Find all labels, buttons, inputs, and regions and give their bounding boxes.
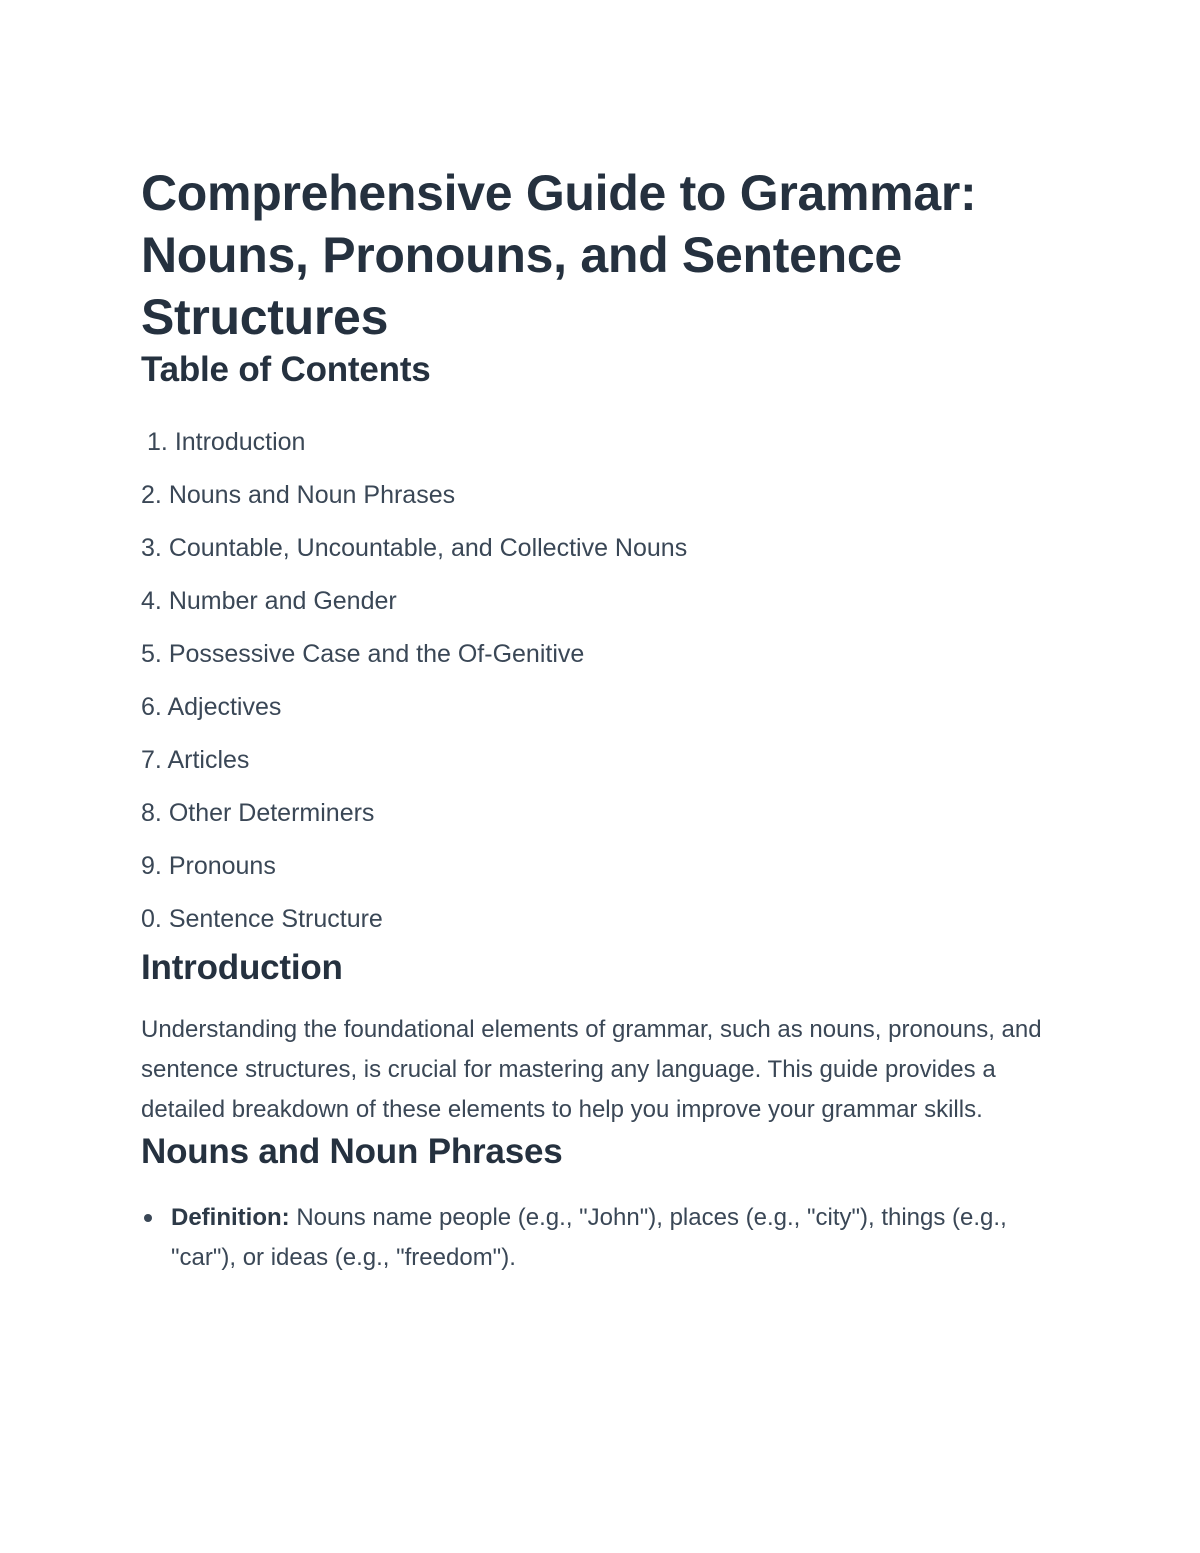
toc-item[interactable] [141,416,1051,469]
toc-item[interactable] [141,469,1051,522]
toc-item-number: 1. [147,428,168,456]
introduction-heading: Introduction [141,948,343,987]
toc-item-number: 3. [141,534,162,562]
toc-item[interactable] [141,840,1051,893]
toc-item[interactable] [141,628,1051,681]
toc-item[interactable] [141,575,1051,628]
toc-item[interactable] [141,893,1051,946]
toc-item[interactable] [141,734,1051,787]
toc-item-number: 2. [141,481,162,509]
toc-item-label: Pronouns [168,852,276,880]
toc-item-number: 7. [141,746,162,774]
bullet-icon [144,1214,152,1222]
toc-item-label: Countable, Uncountable, and Collective Nouns [168,534,688,562]
toc-item-number: 4. [141,587,162,615]
table-of-contents [141,416,1051,946]
toc-item[interactable] [141,522,1051,575]
introduction-paragraph: Understanding the foundational elements of grammar, such as nouns, pronouns, and sentence structures, is crucial for mastering any language. This guide provides a detailed breakdown of these elements to help you improve your grammar skills. [141,1016,1042,1123]
toc-item-number: 9. [141,852,162,880]
bullet-term: Definition: [171,1204,290,1231]
toc-item-label: Introduction [174,428,306,456]
toc-item-label: Sentence Structure [168,905,383,933]
toc-item-number: 6. [141,693,162,721]
document-page [141,162,1051,1278]
nouns-bullet-list [141,1198,1051,1278]
toc-item-number: 8. [141,799,162,827]
toc-item-label: Nouns and Noun Phrases [168,481,456,509]
bullet-text: Nouns name people (e.g., "John"), places (e.g., "city"), things (e.g., "car"), or ideas (e.g., "freedom"). [171,1204,1007,1271]
toc-item[interactable] [141,787,1051,840]
toc-item-number: 5. [141,640,162,668]
toc-item-label: Possessive Case and the Of-Genitive [168,640,585,668]
nouns-section-heading: Nouns and Noun Phrases [141,1132,563,1171]
list-item [141,1198,1051,1278]
toc-item-number: 0. [141,905,162,933]
toc-heading: Table of Contents [141,350,431,389]
toc-item[interactable] [141,681,1051,734]
toc-item-label: Number and Gender [168,587,397,615]
toc-item-label: Articles [167,746,250,774]
toc-item-label: Adjectives [167,693,282,721]
document-title: Comprehensive Guide to Grammar: Nouns, Pronouns, and Sentence Structures [141,165,977,345]
toc-item-label: Other Determiners [168,799,375,827]
